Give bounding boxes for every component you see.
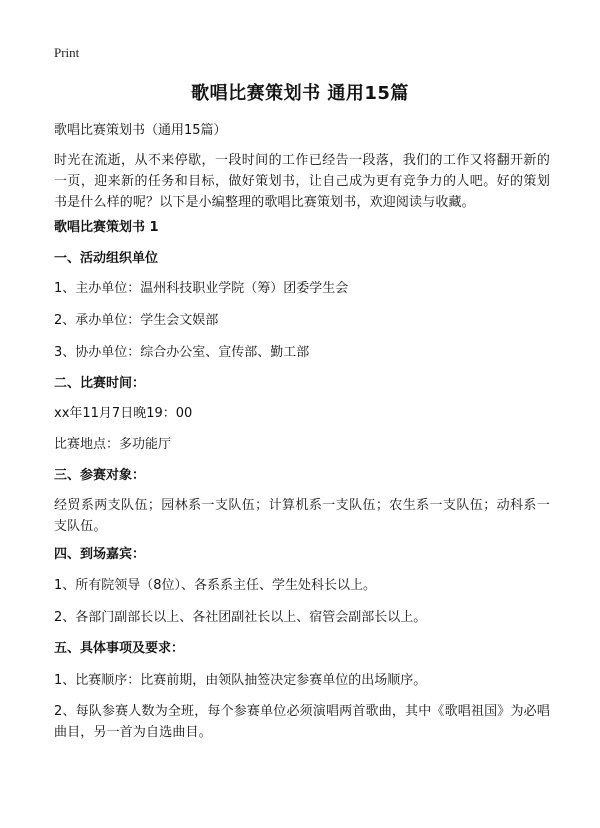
participants-text: 经贸系两支队伍；园林系一支队伍；计算机系一支队伍；农生系一支队伍；动科系一支队伍。 bbox=[54, 498, 550, 534]
subtitle: 歌唱比赛策划书（通用15篇） bbox=[54, 123, 227, 138]
requirements-item-1: 1、比赛顺序：比赛前期，由领队抽签决定参赛单位的出场顺序。 bbox=[54, 673, 427, 688]
heading-participants: 三、参赛对象： bbox=[54, 468, 146, 483]
guests-item-2: 2、各部门副部长以上、各社团副社长以上、宿管会副部长以上。 bbox=[54, 610, 427, 625]
heading-organizers: 一、活动组织单位 bbox=[54, 251, 159, 266]
heading-guests: 四、到场嘉宾： bbox=[54, 547, 146, 562]
intro-paragraph: 时光在流逝，从不来停歇，一段时间的工作已经告一段落，我们的工作又将翻开新的一页，迎来新的任务和目标，做好策划书，让自己成为更有竞争力的人吧。好的策划书是什么样的呢？以下是小编整理的歌唱比赛策划书，欢迎阅读与收藏。 bbox=[54, 153, 550, 210]
heading-time: 二、比赛时间： bbox=[54, 376, 146, 391]
organizer-undertaker: 2、承办单位：学生会文娱部 bbox=[54, 313, 219, 328]
requirements-item-2: 2、每队参赛人数为全班，每个参赛单位必须演唱两首歌曲，其中《歌唱祖国》为必唱曲目，另一首为自选曲目。 bbox=[54, 704, 550, 740]
guests-item-1: 1、所有院领导（8位）、各系系主任、学生处科长以上。 bbox=[54, 578, 377, 593]
page-title: 歌唱比赛策划书 通用15篇 bbox=[191, 83, 409, 104]
organizer-host: 1、主办单位：温州科技职业学院（筹）团委学生会 bbox=[54, 281, 349, 296]
section-title: 歌唱比赛策划书 1 bbox=[54, 220, 159, 235]
print-link[interactable]: Print bbox=[54, 45, 80, 60]
event-venue: 比赛地点：多功能厅 bbox=[54, 437, 172, 452]
organizer-co-organizer: 3、协办单位：综合办公室、宣传部、勤工部 bbox=[54, 345, 310, 360]
heading-requirements: 五、具体事项及要求： bbox=[54, 641, 185, 656]
event-date: xx年11月7日晚19：00 bbox=[54, 406, 193, 421]
